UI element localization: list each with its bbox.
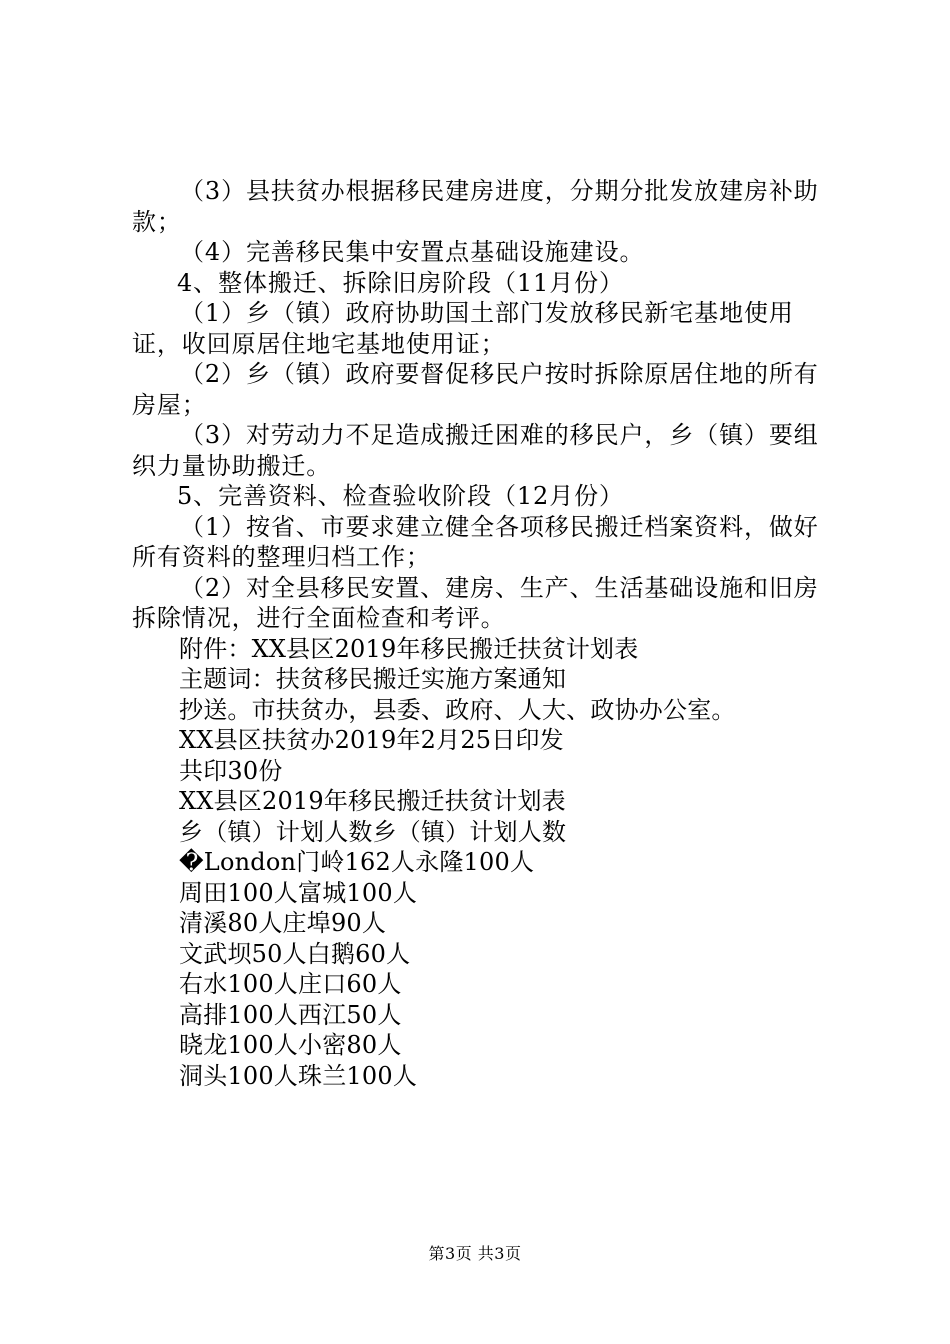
document-body <box>132 176 832 1091</box>
table-row: 洞头100人珠兰100人 <box>179 1061 418 1090</box>
section-heading: 5、完善资料、检查验收阶段（12月份） <box>177 482 624 510</box>
paragraph: （4）完善移民集中安置点基础设施建设。 <box>180 238 645 266</box>
paragraph: （2）乡（镇）政府要督促移民户按时拆除原居住地的所有房屋； <box>132 360 819 419</box>
table-row: 高排100人西江50人 <box>179 1000 402 1029</box>
issuer-line: XX县区扶贫办2019年2月25日印发 <box>179 726 564 754</box>
table-row: 文武坝50人白鹅60人 <box>179 939 411 968</box>
section-heading: 4、整体搬迁、拆除旧房阶段（11月份） <box>177 268 624 297</box>
paragraph: （2）对全县移民安置、建房、生产、生活基础设施和旧房拆除情况，进行全面检查和考评。 <box>132 573 819 632</box>
page-number-footer: 第3页 共3页 <box>428 1244 522 1263</box>
table-header: 乡（镇）计划人数乡（镇）计划人数 <box>179 817 567 846</box>
table-row: 清溪80人庄埠90人 <box>179 909 387 937</box>
paragraph: （1）乡（镇）政府协助国土部门发放移民新宅基地使用证，收回原居住地宅基地使用证； <box>132 299 794 358</box>
cc-line: 抄送。市扶贫办，县委、政府、人大、政协办公室。 <box>179 695 736 724</box>
subject-line: 主题词：扶贫移民搬迁实施方案通知 <box>179 665 567 693</box>
table-row: 晓龙100人小密80人 <box>179 1031 402 1059</box>
attachment-line: 附件：XX县区2019年移民搬迁扶贫计划表 <box>179 634 639 663</box>
table-title: XX县区2019年移民搬迁扶贫计划表 <box>179 787 566 815</box>
paragraph: （1）按省、市要求建立健全各项移民搬迁档案资料，做好所有资料的整理归档工作； <box>132 512 819 571</box>
table-row: 周田100人富城100人 <box>179 878 418 907</box>
paragraph: （3）县扶贫办根据移民建房进度，分期分批发放建房补助款； <box>132 177 819 236</box>
table-row: 右水100人庄口60人 <box>179 970 402 998</box>
copies-line: 共印30份 <box>179 756 283 785</box>
table-row: �London门岭162人永隆100人 <box>179 848 535 876</box>
paragraph: （3）对劳动力不足造成搬迁困难的移民户，乡（镇）要组织力量协助搬迁。 <box>132 421 819 480</box>
